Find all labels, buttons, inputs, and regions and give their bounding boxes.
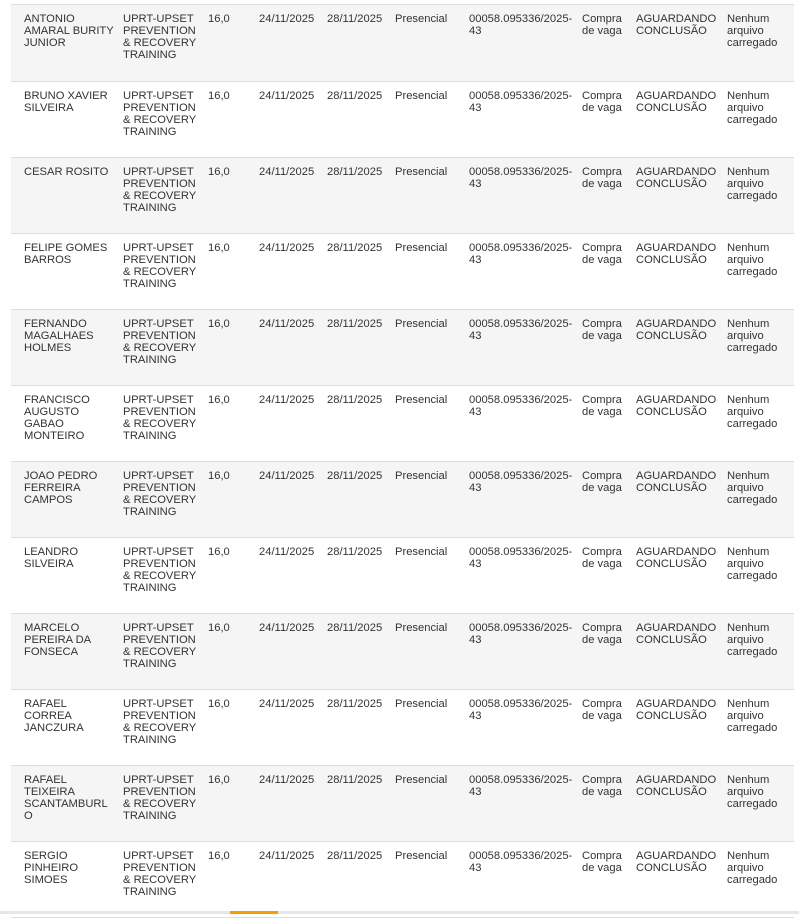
table-row — [11, 81, 794, 157]
cell-type: Compra de vaga — [574, 233, 628, 309]
cell-name: JOAO PEDRO FERREIRA CAMPOS — [11, 461, 115, 537]
cell-status: AGUARDANDO CONCLUSÃO — [628, 233, 719, 309]
cell-status: AGUARDANDO CONCLUSÃO — [628, 309, 719, 385]
cell-mode: Presencial — [387, 689, 461, 765]
cell-start-date: 24/11/2025 — [251, 5, 319, 81]
cell-process-number: 00058.095336/2025-43 — [461, 537, 574, 613]
cell-start-date: 24/11/2025 — [251, 233, 319, 309]
cell-process-number: 00058.095336/2025-43 — [461, 613, 574, 689]
cell-start-date: 24/11/2025 — [251, 537, 319, 613]
cell-course: UPRT-UPSET PREVENTION & RECOVERY TRAINING — [115, 81, 200, 157]
cell-course: UPRT-UPSET PREVENTION & RECOVERY TRAINING — [115, 309, 200, 385]
cell-status: AGUARDANDO CONCLUSÃO — [628, 689, 719, 765]
cell-status: AGUARDANDO CONCLUSÃO — [628, 765, 719, 841]
cell-file: Nenhum arquivo carregado — [719, 233, 794, 309]
cell-mode: Presencial — [387, 309, 461, 385]
cell-end-date: 28/11/2025 — [319, 461, 387, 537]
cell-hours: 16,0 — [200, 841, 251, 917]
cell-file: Nenhum arquivo carregado — [719, 765, 794, 841]
cell-process-number: 00058.095336/2025-43 — [461, 309, 574, 385]
cell-course: UPRT-UPSET PREVENTION & RECOVERY TRAINING — [115, 537, 200, 613]
cell-mode: Presencial — [387, 613, 461, 689]
cell-status: AGUARDANDO CONCLUSÃO — [628, 613, 719, 689]
cell-mode: Presencial — [387, 157, 461, 233]
table-row — [11, 613, 794, 689]
cell-hours: 16,0 — [200, 613, 251, 689]
cell-end-date: 28/11/2025 — [319, 233, 387, 309]
cell-course: UPRT-UPSET PREVENTION & RECOVERY TRAINING — [115, 385, 200, 461]
cell-type: Compra de vaga — [574, 5, 628, 81]
cell-course: UPRT-UPSET PREVENTION & RECOVERY TRAINING — [115, 157, 200, 233]
cell-name: LEANDRO SILVEIRA — [11, 537, 115, 613]
cell-mode: Presencial — [387, 765, 461, 841]
training-table-container — [11, 4, 794, 918]
cell-process-number: 00058.095336/2025-43 — [461, 385, 574, 461]
cell-hours: 16,0 — [200, 309, 251, 385]
cell-end-date: 28/11/2025 — [319, 157, 387, 233]
table-row — [11, 461, 794, 537]
cell-hours: 16,0 — [200, 81, 251, 157]
cell-start-date: 24/11/2025 — [251, 385, 319, 461]
cell-type: Compra de vaga — [574, 689, 628, 765]
cell-status: AGUARDANDO CONCLUSÃO — [628, 5, 719, 81]
cell-status: AGUARDANDO CONCLUSÃO — [628, 537, 719, 613]
cell-process-number: 00058.095336/2025-43 — [461, 157, 574, 233]
cell-mode: Presencial — [387, 5, 461, 81]
cell-process-number: 00058.095336/2025-43 — [461, 765, 574, 841]
cell-start-date: 24/11/2025 — [251, 613, 319, 689]
cell-file: Nenhum arquivo carregado — [719, 81, 794, 157]
cell-file: Nenhum arquivo carregado — [719, 613, 794, 689]
cell-name: FERNANDO MAGALHAES HOLMES — [11, 309, 115, 385]
cell-type: Compra de vaga — [574, 81, 628, 157]
cell-course: UPRT-UPSET PREVENTION & RECOVERY TRAINING — [115, 765, 200, 841]
cell-hours: 16,0 — [200, 765, 251, 841]
cell-name: CESAR ROSITO — [11, 157, 115, 233]
cell-course: UPRT-UPSET PREVENTION & RECOVERY TRAINING — [115, 689, 200, 765]
table-row — [11, 5, 794, 81]
cell-hours: 16,0 — [200, 157, 251, 233]
cell-process-number: 00058.095336/2025-43 — [461, 841, 574, 917]
cell-type: Compra de vaga — [574, 385, 628, 461]
cell-course: UPRT-UPSET PREVENTION & RECOVERY TRAINING — [115, 841, 200, 917]
cell-start-date: 24/11/2025 — [251, 461, 319, 537]
cell-process-number: 00058.095336/2025-43 — [461, 461, 574, 537]
cell-start-date: 24/11/2025 — [251, 765, 319, 841]
cell-course: UPRT-UPSET PREVENTION & RECOVERY TRAINING — [115, 5, 200, 81]
cell-start-date: 24/11/2025 — [251, 157, 319, 233]
cell-mode: Presencial — [387, 385, 461, 461]
cell-name: MARCELO PEREIRA DA FONSECA — [11, 613, 115, 689]
cell-mode: Presencial — [387, 81, 461, 157]
cell-mode: Presencial — [387, 537, 461, 613]
cell-status: AGUARDANDO CONCLUSÃO — [628, 841, 719, 917]
cell-type: Compra de vaga — [574, 309, 628, 385]
cell-name: FRANCISCO AUGUSTO GABAO MONTEIRO — [11, 385, 115, 461]
cell-mode: Presencial — [387, 841, 461, 917]
cell-start-date: 24/11/2025 — [251, 689, 319, 765]
cell-start-date: 24/11/2025 — [251, 309, 319, 385]
cell-process-number: 00058.095336/2025-43 — [461, 81, 574, 157]
cell-mode: Presencial — [387, 233, 461, 309]
cell-file: Nenhum arquivo carregado — [719, 385, 794, 461]
cell-hours: 16,0 — [200, 233, 251, 309]
cell-status: AGUARDANDO CONCLUSÃO — [628, 157, 719, 233]
cell-status: AGUARDANDO CONCLUSÃO — [628, 385, 719, 461]
cell-hours: 16,0 — [200, 385, 251, 461]
cell-file: Nenhum arquivo carregado — [719, 309, 794, 385]
cell-name: ANTONIO AMARAL BURITY JUNIOR — [11, 5, 115, 81]
cell-name: BRUNO XAVIER SILVEIRA — [11, 81, 115, 157]
cell-type: Compra de vaga — [574, 765, 628, 841]
cell-end-date: 28/11/2025 — [319, 81, 387, 157]
table-row — [11, 841, 794, 917]
cell-status: AGUARDANDO CONCLUSÃO — [628, 81, 719, 157]
cell-file: Nenhum arquivo carregado — [719, 537, 794, 613]
table-row — [11, 309, 794, 385]
cell-hours: 16,0 — [200, 5, 251, 81]
cell-end-date: 28/11/2025 — [319, 613, 387, 689]
cell-name: RAFAEL CORREA JANCZURA — [11, 689, 115, 765]
table-body — [11, 5, 794, 917]
cell-file: Nenhum arquivo carregado — [719, 841, 794, 917]
cell-status: AGUARDANDO CONCLUSÃO — [628, 461, 719, 537]
table-row — [11, 233, 794, 309]
cell-file: Nenhum arquivo carregado — [719, 461, 794, 537]
cell-end-date: 28/11/2025 — [319, 309, 387, 385]
cell-type: Compra de vaga — [574, 613, 628, 689]
cell-type: Compra de vaga — [574, 841, 628, 917]
cell-file: Nenhum arquivo carregado — [719, 5, 794, 81]
cell-mode: Presencial — [387, 461, 461, 537]
table-row — [11, 157, 794, 233]
cell-name: RAFAEL TEIXEIRA SCANTAMBURLO — [11, 765, 115, 841]
cell-name: SERGIO PINHEIRO SIMOES — [11, 841, 115, 917]
cell-type: Compra de vaga — [574, 537, 628, 613]
cell-process-number: 00058.095336/2025-43 — [461, 233, 574, 309]
cell-type: Compra de vaga — [574, 461, 628, 537]
cell-process-number: 00058.095336/2025-43 — [461, 689, 574, 765]
cell-end-date: 28/11/2025 — [319, 5, 387, 81]
cell-end-date: 28/11/2025 — [319, 385, 387, 461]
table-row — [11, 689, 794, 765]
cell-hours: 16,0 — [200, 461, 251, 537]
cell-file: Nenhum arquivo carregado — [719, 157, 794, 233]
cell-end-date: 28/11/2025 — [319, 537, 387, 613]
cell-course: UPRT-UPSET PREVENTION & RECOVERY TRAINING — [115, 233, 200, 309]
cell-process-number: 00058.095336/2025-43 — [461, 5, 574, 81]
table-row — [11, 385, 794, 461]
cell-end-date: 28/11/2025 — [319, 765, 387, 841]
cell-file: Nenhum arquivo carregado — [719, 689, 794, 765]
table-row — [11, 765, 794, 841]
training-table — [11, 5, 794, 918]
cell-hours: 16,0 — [200, 537, 251, 613]
cell-end-date: 28/11/2025 — [319, 689, 387, 765]
cell-start-date: 24/11/2025 — [251, 81, 319, 157]
cell-name: FELIPE GOMES BARROS — [11, 233, 115, 309]
cell-start-date: 24/11/2025 — [251, 841, 319, 917]
cell-end-date: 28/11/2025 — [319, 841, 387, 917]
cell-type: Compra de vaga — [574, 157, 628, 233]
cell-course: UPRT-UPSET PREVENTION & RECOVERY TRAINING — [115, 613, 200, 689]
cell-course: UPRT-UPSET PREVENTION & RECOVERY TRAINING — [115, 461, 200, 537]
cell-hours: 16,0 — [200, 689, 251, 765]
table-row — [11, 537, 794, 613]
